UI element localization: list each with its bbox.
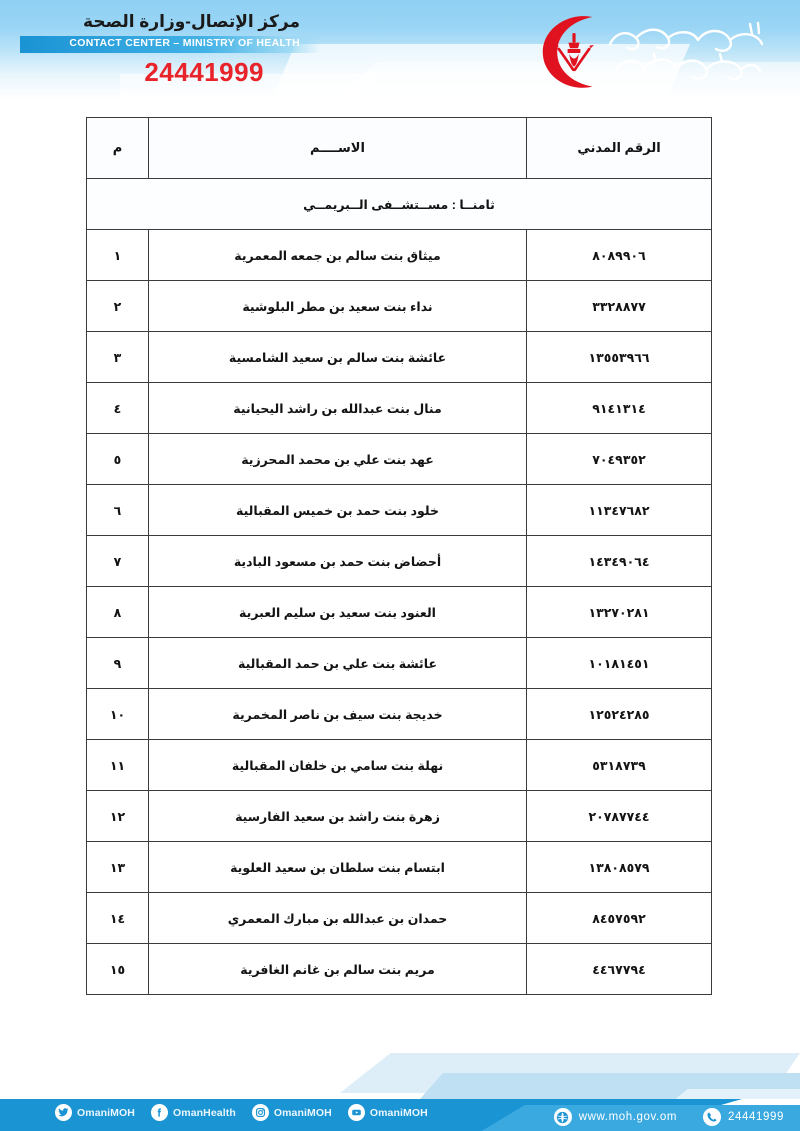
contact-center-title-ar: مركز الإتصال-وزارة الصحة [83,12,300,31]
social-link[interactable] [348,1104,428,1121]
instagram-icon [252,1104,269,1121]
table-row [87,332,712,383]
cell-civil-number: ١٣٢٧٠٢٨١ [527,587,712,638]
contact-center-title-en: CONTACT CENTER – MINISTRY OF HEALTH [69,37,300,49]
facebook-icon [151,1104,168,1121]
cell-index: ٦ [87,485,149,536]
twitter-icon [55,1104,72,1121]
registry-table-container [87,117,712,995]
table-section-head [87,179,712,230]
cell-name: العنود بنت سعيد بن سليم العبرية [149,587,527,638]
cell-name: خلود بنت حمد بن خميس المقبالية [149,485,527,536]
column-header-index: م [87,118,149,179]
cell-index: ٤ [87,383,149,434]
cell-civil-number: ٣٣٢٨٨٧٧ [527,281,712,332]
cell-name: خديجة بنت سيف بن ناصر المخمرية [149,689,527,740]
footer-website-label: www.moh.gov.om [578,1111,678,1123]
table-row [87,689,712,740]
cell-civil-number: ١٣٥٥٣٩٦٦ [527,332,712,383]
table-row [87,485,712,536]
table-row [87,842,712,893]
ministry-logo [522,6,792,96]
cell-name: نداء بنت سعيد بن مطر البلوشية [149,281,527,332]
cell-name: ميثاق بنت سالم بن جمعه المعمرية [149,230,527,281]
table-row [87,740,712,791]
cell-name: عائشة بنت علي بن حمد المقبالية [149,638,527,689]
cell-civil-number: ١٤٣٤٩٠٦٤ [527,536,712,587]
column-header-name: الاســــم [149,118,527,179]
contact-center-band [20,36,320,53]
phone-icon [703,1108,721,1126]
cell-civil-number: ٨٤٥٧٥٩٢ [527,893,712,944]
table-body [87,230,712,995]
contact-center-phone: 24441999 [144,57,264,87]
cell-index: ٥ [87,434,149,485]
table-row [87,893,712,944]
social-link-label: OmaniMOH [273,1106,332,1119]
table-head [87,118,712,179]
table-row [87,383,712,434]
footer-phone[interactable] [703,1108,784,1126]
table-header-row [87,118,712,179]
cell-civil-number: ٨٠٨٩٩٠٦ [527,230,712,281]
cell-name: نهلة بنت سامي بن خلفان المقبالية [149,740,527,791]
table-row [87,791,712,842]
cell-civil-number: ١٣٨٠٨٥٧٩ [527,842,712,893]
page-header [0,0,800,100]
social-link-label: OmaniMOH [369,1106,428,1119]
table-row [87,587,712,638]
cell-civil-number: ٧٠٤٩٣٥٢ [527,434,712,485]
cell-index: ٧ [87,536,149,587]
cell-name: ابتسام بنت سلطان بن سعيد العلوية [149,842,527,893]
cell-index: ١٠ [87,689,149,740]
cell-index: ١٣ [87,842,149,893]
cell-civil-number: ٢٠٧٨٧٧٤٤ [527,791,712,842]
cell-index: ٩ [87,638,149,689]
cell-civil-number: ٤٤٦٧٧٩٤ [527,944,712,995]
social-link-label: OmanHealth [172,1106,236,1119]
footer-contact-info [554,1108,784,1126]
cell-civil-number: ١٠١٨١٤٥١ [527,638,712,689]
social-link[interactable] [55,1104,135,1121]
cell-name: عهد بنت علي بن محمد المحرزية [149,434,527,485]
contact-center-block [0,10,320,88]
cell-index: ١٤ [87,893,149,944]
cell-name: أحضاض بنت حمد بن مسعود البادية [149,536,527,587]
cell-index: ١١ [87,740,149,791]
column-header-civil-number: الرقم المدني [527,118,712,179]
red-crescent-oman-emblem-icon [522,9,602,93]
cell-civil-number: ١١٣٤٧٦٨٢ [527,485,712,536]
social-link-label: OmaniMOH [77,1106,135,1119]
cell-name: منال بنت عبدالله بن راشد اليحيانية [149,383,527,434]
cell-index: ٣ [87,332,149,383]
globe-icon [554,1108,572,1126]
cell-name: زهرة بنت راشد بن سعيد الفارسية [149,791,527,842]
social-link[interactable] [151,1104,236,1121]
cell-name: حمدان بن عبدالله بن مبارك المعمري [149,893,527,944]
table-row [87,944,712,995]
cell-index: ١٢ [87,791,149,842]
social-link[interactable] [252,1104,332,1121]
youtube-icon [348,1104,365,1121]
cell-index: ١٥ [87,944,149,995]
cell-index: ٢ [87,281,149,332]
cell-civil-number: ٥٣١٨٧٣٩ [527,740,712,791]
footer-website[interactable] [554,1108,677,1126]
section-title: ثامنــا : مســتشــفى الــبريمــي [87,179,712,230]
ministry-logo-arabic-calligraphy [602,14,772,88]
cell-civil-number: ٩١٤١٣١٤ [527,383,712,434]
table-row [87,230,712,281]
cell-name: عائشة بنت سالم بن سعيد الشامسية [149,332,527,383]
table-row [87,434,712,485]
registry-table [86,117,712,995]
table-row [87,638,712,689]
footer-phone-label: 24441999 [728,1111,784,1123]
cell-civil-number: ١٢٥٢٤٢٨٥ [527,689,712,740]
social-links [55,1104,428,1121]
cell-index: ١ [87,230,149,281]
section-title-row [87,179,712,230]
cell-index: ٨ [87,587,149,638]
cell-name: مريم بنت سالم بن غانم الغافرية [149,944,527,995]
table-row [87,281,712,332]
table-row [87,536,712,587]
